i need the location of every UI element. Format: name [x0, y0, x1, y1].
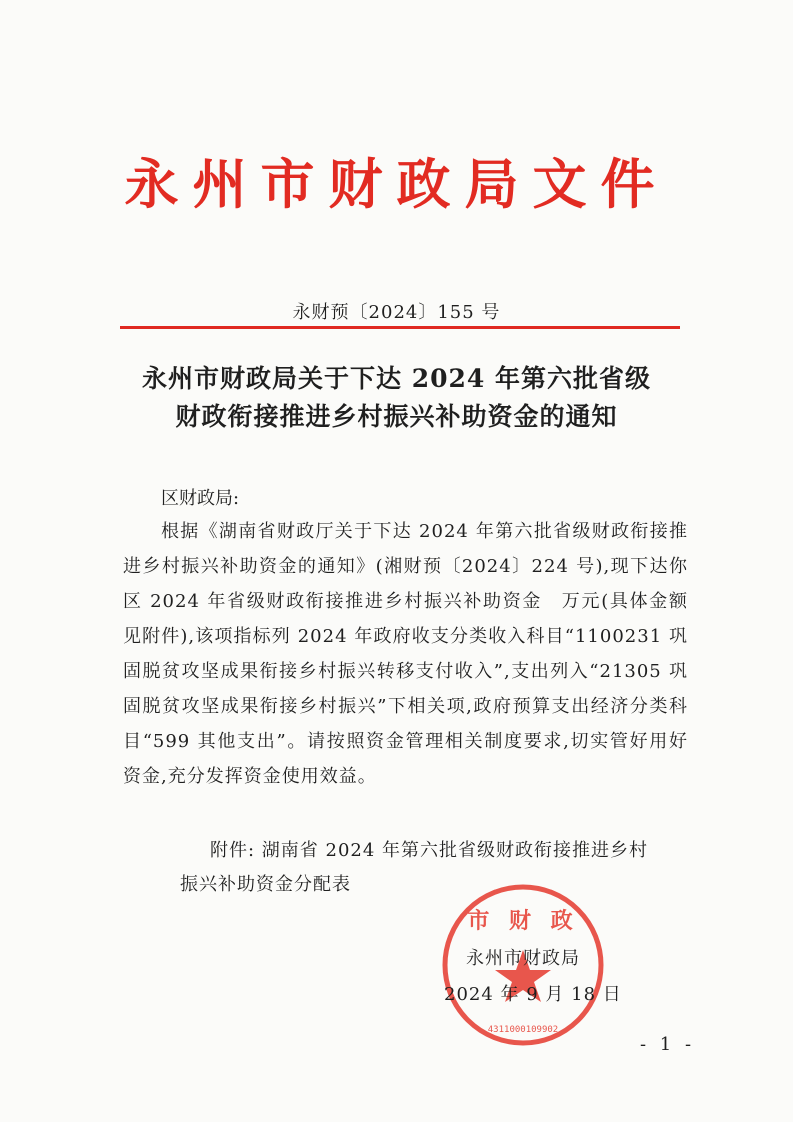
attachment-line-2: 振兴补助资金分配表	[180, 874, 351, 895]
header-divider	[120, 326, 680, 329]
addressee: 区财政局:	[161, 488, 240, 509]
document-title-line-1: 永州市财政局关于下达 2024 年第六批省级	[142, 364, 651, 393]
signature-date: 2024 年 9 月 18 日	[444, 984, 622, 1005]
attachment-line-1: 附件: 湖南省 2024 年第六批省级财政衔接推进乡村	[210, 840, 649, 861]
page-number: - 1 -	[640, 1034, 696, 1055]
document-header-title: 永州市财政局文件	[124, 153, 669, 216]
document-number: 永财预〔2024〕155 号	[292, 302, 501, 323]
document-title-line-2: 财政衔接推进乡村振兴补助资金的通知	[175, 402, 618, 431]
svg-text:市 财 政: 市 财 政	[467, 909, 579, 934]
signer: 永州市财政局	[466, 948, 580, 969]
body-paragraph: 根据《湖南省财政厅关于下达 2024 年第六批省级财政衔接推进乡村振兴补助资金的通知》(湘财预〔2024〕224 号),现下达你区 2024 年省级财政衔接推进乡村振兴补助资金 万元(具体金额见附件),该项指标列 2024 年政府收支分类收入科目“1100231 巩固脱贫攻坚成果衔接乡村振兴转移支付收入”,支出列入“21305 巩固脱贫攻坚成果衔接乡村振兴”下相关项,政府预算支出经济分类科目“599 其他支出”。请按照资金管理相关制度要求,切实管好用好资金,充分发挥资金使用效益。	[123, 521, 688, 787]
svg-text:4311000109902: 4311000109902	[487, 1025, 559, 1035]
document-title	[0, 360, 793, 436]
